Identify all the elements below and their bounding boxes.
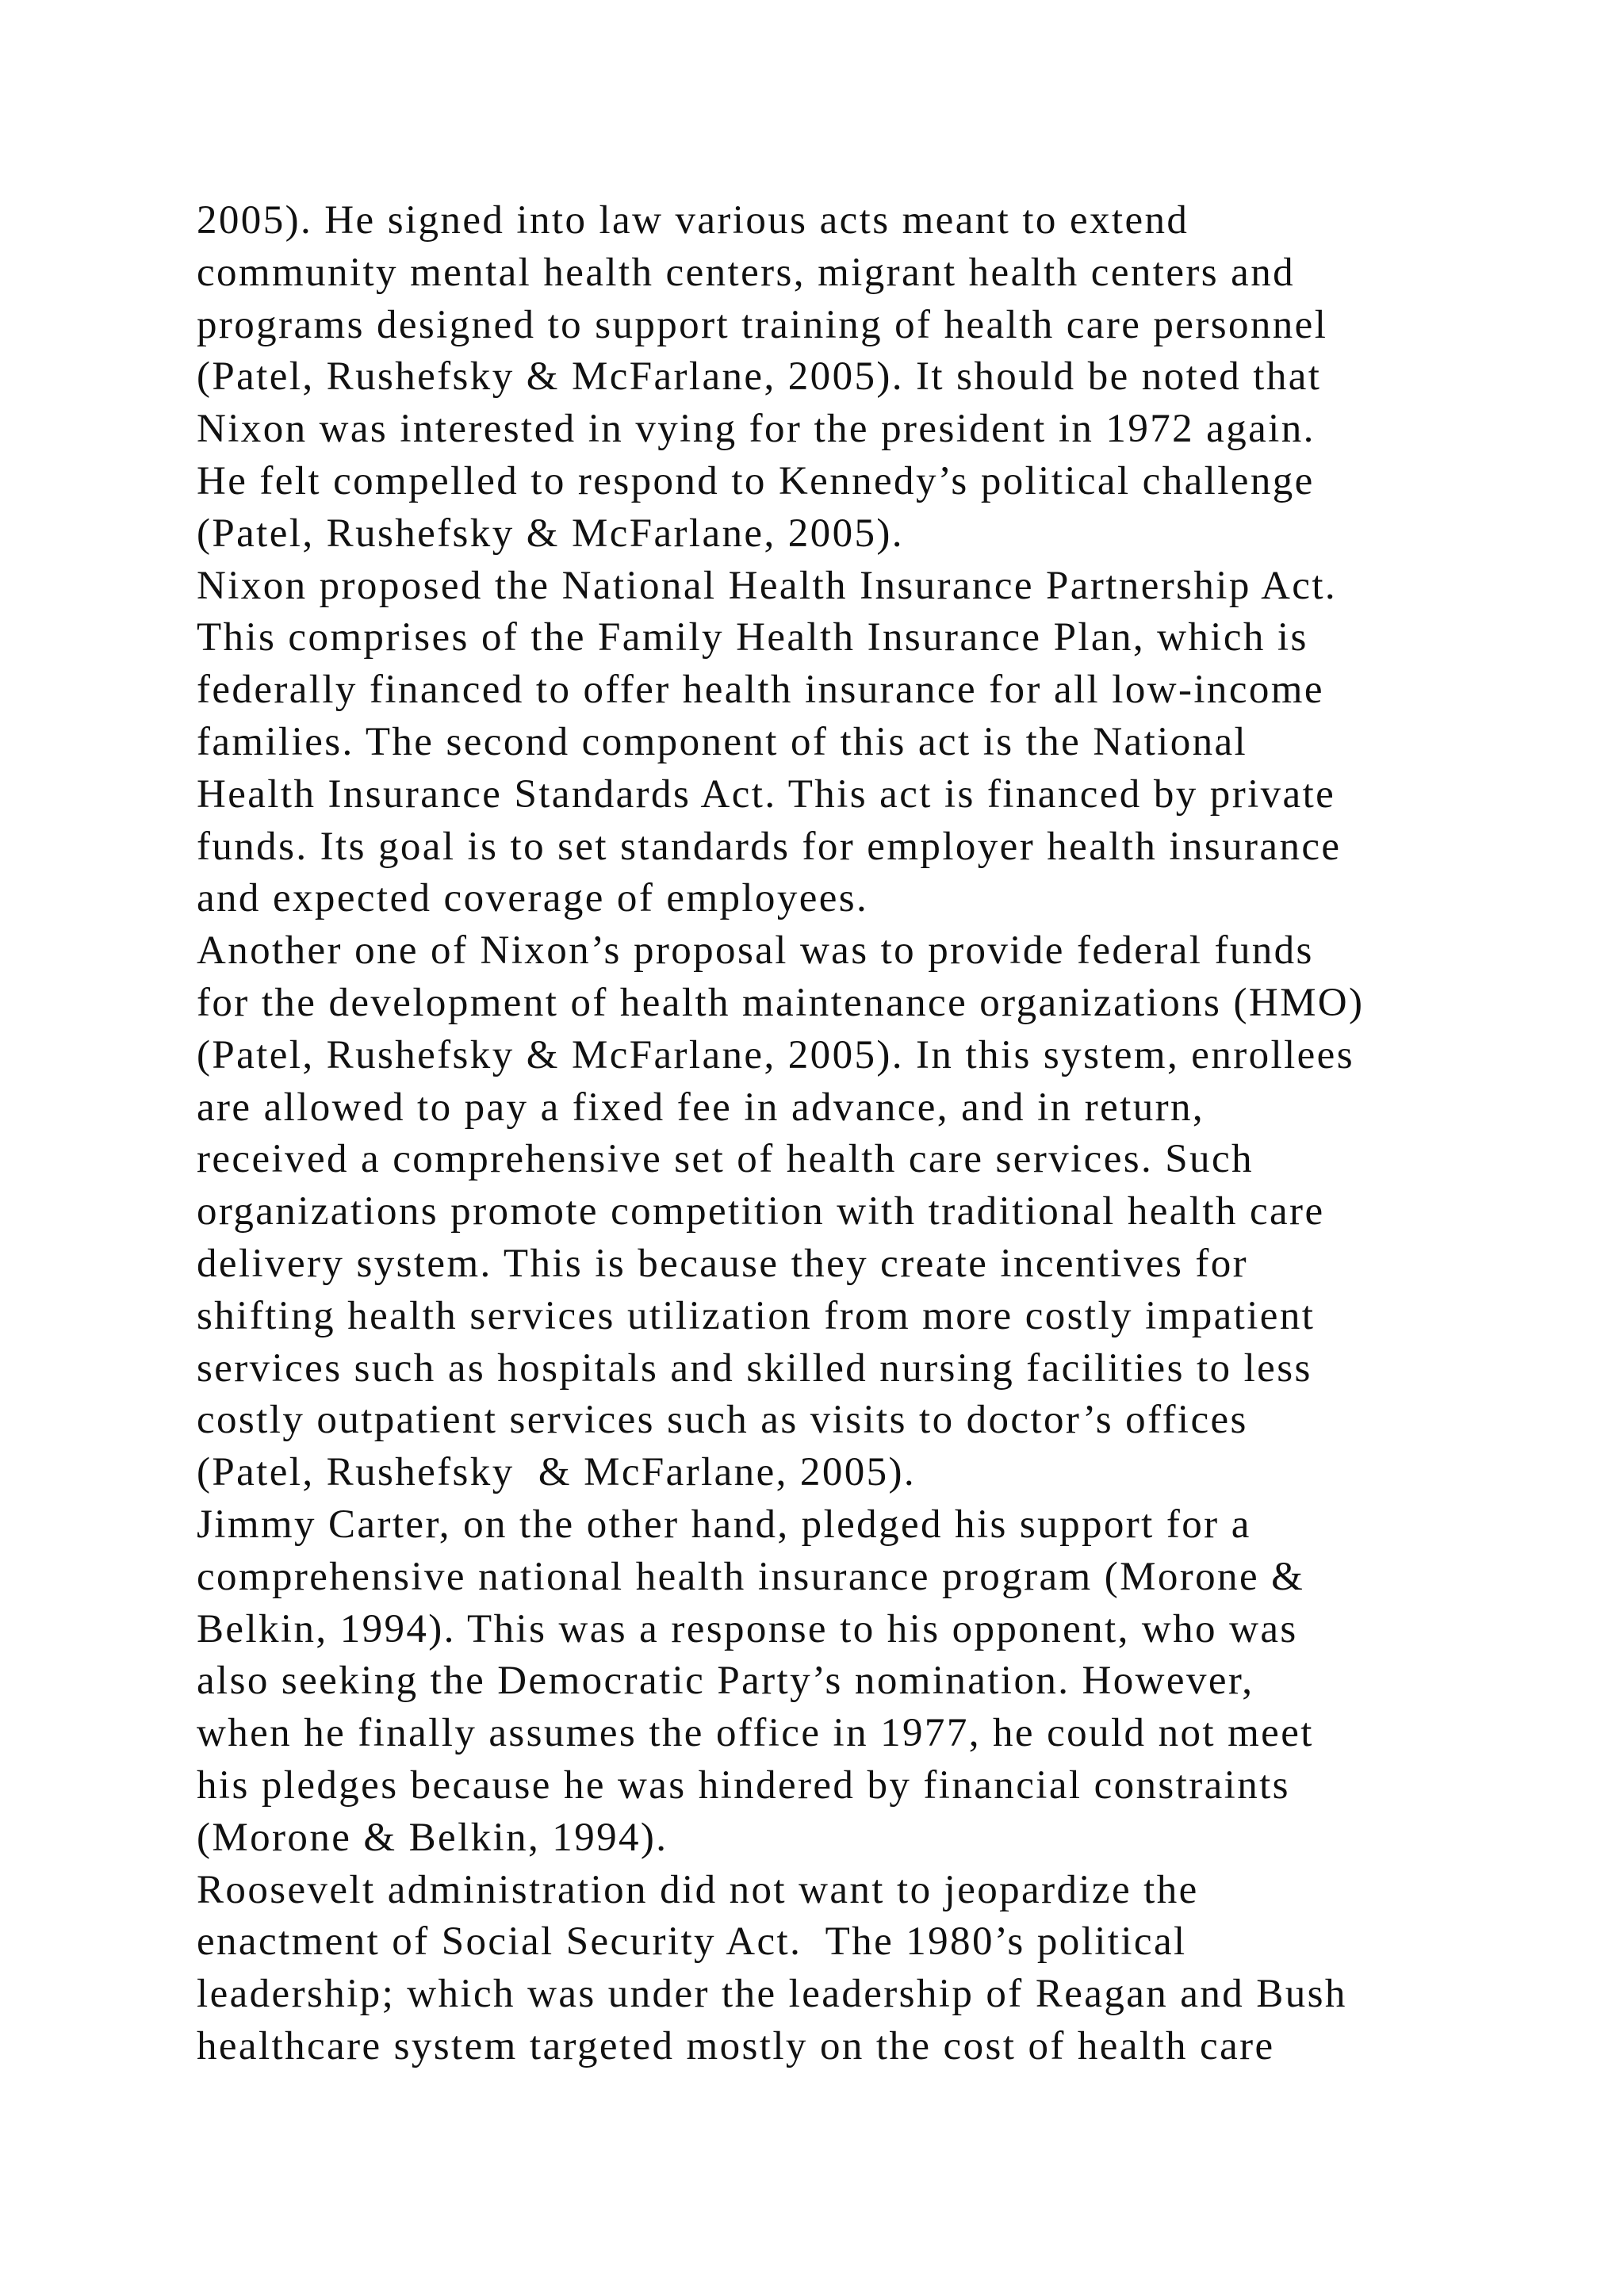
text-line: programs designed to support training of health care personnel bbox=[197, 302, 1328, 347]
text-line: Nixon was interested in vying for the president in 1972 again. bbox=[197, 407, 1316, 452]
text-line: for the development of health maintenance organizations (HMO) bbox=[197, 980, 1365, 1025]
text-line: He felt compelled to respond to Kennedy’s political challenge bbox=[197, 458, 1315, 503]
text-line: also seeking the Democratic Party’s nomination. However, bbox=[197, 1659, 1254, 1704]
text-line: This comprises of the Family Health Insurance Plan, which is bbox=[197, 615, 1308, 660]
text-line: funds. Its goal is to set standards for employer health insurance bbox=[197, 824, 1342, 869]
text-line: services such as hospitals and skilled nursing facilities to less bbox=[197, 1345, 1312, 1391]
body-text bbox=[197, 195, 1497, 2073]
text-line: organizations promote competition with traditional health care bbox=[197, 1189, 1325, 1234]
text-line: healthcare system targeted mostly on the cost of health care bbox=[197, 2023, 1275, 2068]
text-line: delivery system. This is because they create incentives for bbox=[197, 1241, 1249, 1286]
text-line: (Patel, Rushefsky & McFarlane, 2005). bbox=[197, 1450, 917, 1495]
text-line: federally financed to offer health insurance for all low-income bbox=[197, 668, 1324, 713]
text-line: are allowed to pay a fixed fee in advance, and in return, bbox=[197, 1085, 1205, 1130]
text-line: received a comprehensive set of health care services. Such bbox=[197, 1137, 1254, 1182]
text-line: (Patel, Rushefsky & McFarlane, 2005). In this system, enrollees bbox=[197, 1032, 1354, 1077]
text-line: 2005). He signed into law various acts meant to extend bbox=[197, 198, 1189, 243]
text-line: costly outpatient services such as visits to doctor’s offices bbox=[197, 1398, 1248, 1443]
text-line: his pledges because he was hindered by financial constraints bbox=[197, 1762, 1290, 1808]
text-line: enactment of Social Security Act. The 1980’s political bbox=[197, 1919, 1187, 1965]
text-line: shifting health services utilization from more costly impatient bbox=[197, 1293, 1316, 1338]
text-line: Jimmy Carter, on the other hand, pledged his support for a bbox=[197, 1502, 1251, 1547]
text-line: Belkin, 1994). This was a response to his opponent, who was bbox=[197, 1606, 1298, 1651]
text-line: community mental health centers, migrant health centers and bbox=[197, 250, 1295, 295]
text-line: Health Insurance Standards Act. This act is financed by private bbox=[197, 771, 1336, 817]
text-line: Another one of Nixon’s proposal was to provide federal funds bbox=[197, 928, 1314, 974]
text-line: Roosevelt administration did not want to jeopardize the bbox=[197, 1867, 1199, 1912]
text-line: (Morone & Belkin, 1994). bbox=[197, 1815, 668, 1860]
text-line: leadership; which was under the leadership of Reagan and Bush bbox=[197, 1972, 1347, 2017]
text-line: Nixon proposed the National Health Insurance Partnership Act. bbox=[197, 563, 1338, 608]
text-line: when he finally assumes the office in 1977, he could not meet bbox=[197, 1711, 1314, 1756]
text-line: comprehensive national health insurance program (Morone & bbox=[197, 1554, 1305, 1599]
text-line: and expected coverage of employees. bbox=[197, 876, 869, 921]
text-line: (Patel, Rushefsky & McFarlane, 2005). bbox=[197, 511, 904, 556]
text-line: families. The second component of this act is the National bbox=[197, 719, 1248, 764]
text-line: (Patel, Rushefsky & McFarlane, 2005). It should be noted that bbox=[197, 354, 1322, 400]
